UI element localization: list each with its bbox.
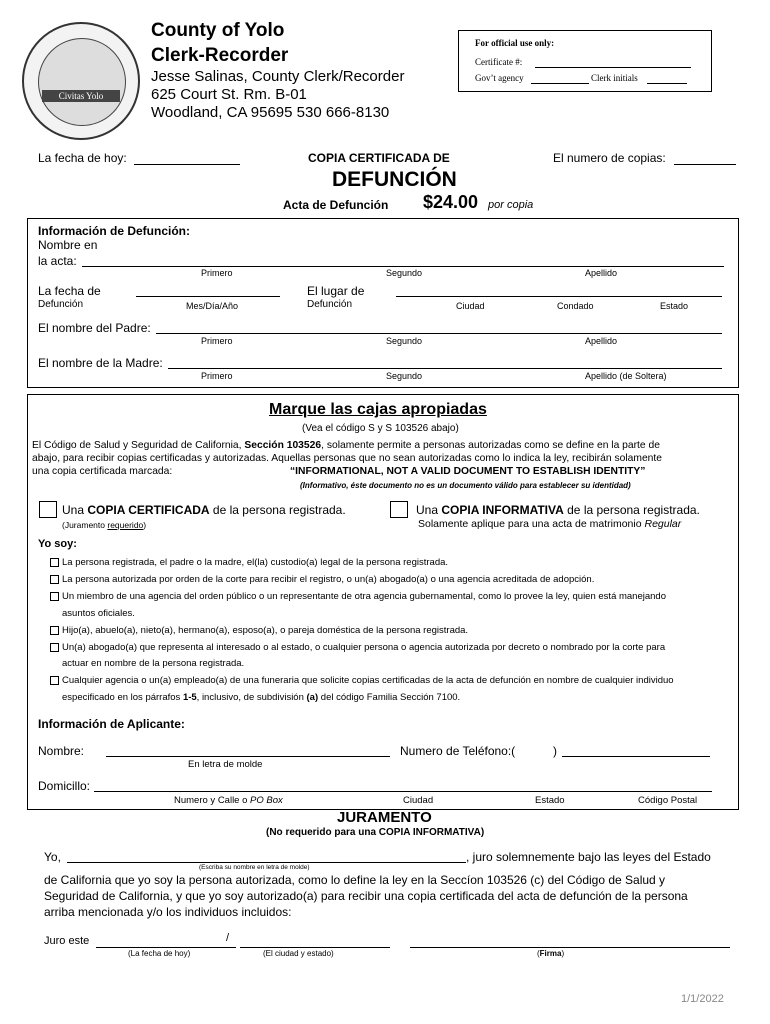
state-caption: Estado — [660, 301, 689, 311]
oath-yo: Yo, — [44, 850, 61, 864]
oath-slash: / — [226, 932, 230, 944]
official-use-box — [458, 30, 712, 92]
county-name: County of Yolo — [151, 20, 285, 41]
oath-date-field[interactable] — [96, 947, 236, 948]
copies-field[interactable] — [674, 164, 736, 165]
address-label: Domicillo: — [38, 779, 91, 793]
law-paragraph-line3: una copia certificada marcada: — [32, 466, 173, 477]
block-letters-caption: En letra de molde — [188, 759, 263, 770]
relation-family-checkbox[interactable] — [50, 626, 59, 635]
agency-label: Gov’t agency — [475, 73, 524, 83]
copies-label: El numero de copias: — [553, 151, 666, 165]
oath-line-1: de California que yo soy la persona autorizada, como lo define la ley en la Seccíon 103526 (c) del Código de Salud y — [44, 873, 666, 887]
date-label: La fecha de hoy: — [38, 151, 127, 165]
date-field[interactable] — [134, 164, 240, 165]
signature-caption: (Firma) — [537, 949, 565, 958]
oath-heading: JURAMENTO — [337, 809, 432, 826]
form-title: DEFUNCIÓN — [332, 168, 457, 191]
middle-name-caption: Segundo — [386, 268, 423, 278]
relation-attorney-checkbox[interactable] — [50, 643, 59, 652]
oath-line-2: Seguridad de California, y que yo soy autorizado(a) para recibir una copia certificada del acta de defunción de la persona — [44, 889, 688, 903]
seal-emblem — [38, 38, 126, 126]
mother-first-caption: Primero — [201, 371, 233, 381]
certificate-field[interactable] — [535, 67, 691, 68]
county-seal — [22, 22, 140, 140]
mother-maiden-caption: Apellido (de Soltera) — [585, 371, 667, 381]
law-paragraph-line1: El Código de Salud y Seguridad de California, Sección 103526, solamente permite a personas autorizadas como se define en la parte de — [32, 440, 660, 451]
applicant-city-caption: Ciudad — [403, 795, 434, 806]
relation-attorney-text-1: Un(a) abogado(a) que representa al interesado o al estado, o cualquier persona o agencia autorizada por decreto o nombrado por la corte para — [62, 642, 666, 653]
decedent-name-field[interactable] — [82, 266, 724, 267]
relation-attorney-text-2: actuar en nombre de la persona registrada. — [62, 658, 245, 669]
father-first-caption: Primero — [201, 336, 233, 346]
mother-middle-caption: Segundo — [386, 371, 423, 381]
certified-copy-checkbox[interactable] — [39, 501, 57, 518]
oath-solemn-text: , juro solemnemente bajo las leyes del Estado — [466, 850, 711, 864]
law-paragraph-line2: abajo, para recibir copias certificadas y autorizadas. Aquellas personas que no sean autorizadas como lo indica la ley, recibirán solamente — [32, 453, 662, 464]
date-format-caption: Mes/Día/Año — [186, 301, 239, 311]
boxes-heading: Marque las cajas apropiadas — [269, 401, 487, 418]
clerk-initials-label: Clerk initials — [591, 73, 638, 83]
applicant-name-field[interactable] — [106, 756, 390, 757]
death-info-heading: Información de Defunción: — [38, 224, 191, 238]
oath-subheading: (No requerido para una COPIA INFORMATIVA) — [266, 827, 485, 838]
certified-copy-label: COPIA CERTIFICADA DE — [308, 151, 450, 165]
father-name-field[interactable] — [156, 333, 722, 334]
yo-soy-label: Yo soy: — [38, 538, 77, 550]
death-place-label-2: Defunción — [307, 299, 353, 310]
footer-date: 1/1/2022 — [681, 993, 724, 1005]
marriage-note: Solamente aplique para una acta de matrimonio Regular — [418, 518, 682, 530]
office-city-phone: Woodland, CA 95695 530 666-8130 — [151, 104, 390, 121]
death-place-label-1: El lugar de — [307, 284, 365, 298]
relation-agency-checkbox[interactable] — [50, 592, 59, 601]
oath-city-state-field[interactable] — [240, 947, 390, 948]
father-label: El nombre del Padre: — [38, 321, 151, 335]
informational-translation: (Informativo, éste documento no es un documento válido para establecer su identidad) — [300, 481, 631, 490]
relation-registrant-text: La persona registrada, el padre o la madre, el(la) custodio(a) legal de la persona registrada. — [62, 557, 449, 568]
mother-label: El nombre de la Madre: — [38, 356, 163, 370]
office-address: 625 Court St. Rm. B-01 — [151, 86, 307, 103]
first-name-caption: Primero — [201, 268, 233, 278]
clerk-initials-field[interactable] — [647, 83, 687, 84]
relation-agency-text-1: Un miembro de una agencia del orden público o un representante de otra agencia gubernamental, como lo provee la ley, quien está manejando — [62, 591, 666, 602]
applicant-state-caption: Estado — [535, 795, 565, 806]
informational-stamp-text: “INFORMATIONAL, NOT A VALID DOCUMENT TO ESTABLISH IDENTITY” — [290, 466, 646, 477]
death-place-field[interactable] — [396, 296, 722, 297]
father-last-caption: Apellido — [585, 336, 618, 346]
per-copy: por copia — [488, 199, 534, 211]
death-date-field[interactable] — [136, 296, 280, 297]
relation-registrant-checkbox[interactable] — [50, 558, 59, 567]
relation-court-checkbox[interactable] — [50, 575, 59, 584]
applicant-heading: Información de Aplicante: — [38, 717, 185, 731]
clerk-name: Jesse Salinas, County Clerk/Recorder — [151, 68, 405, 85]
phone-paren-close: ) — [553, 744, 557, 758]
name-label-2: la acta: — [38, 254, 77, 268]
relation-agency-text-2: asuntos oficiales. — [62, 608, 135, 619]
city-caption: Ciudad — [456, 301, 485, 311]
applicant-name-label: Nombre: — [38, 744, 85, 758]
relation-funeral-text-2: especificado en los párrafos 1-5, inclusivo, de subdivisión (a) del código Familia Sección 7100. — [62, 692, 461, 703]
death-date-label-2: Defunción — [38, 299, 84, 310]
oath-name-caption: (Escriba su nombre en letra de molde) — [199, 864, 310, 871]
address-field[interactable] — [94, 791, 712, 792]
certified-copy-option: Una COPIA CERTIFICADA de la persona registrada. — [62, 503, 346, 517]
seal-band: Civitas Yolo — [42, 90, 120, 102]
zip-caption: Código Postal — [638, 795, 698, 806]
certificate-label: Certificate #: — [475, 57, 523, 67]
mother-name-field[interactable] — [168, 368, 722, 369]
informational-copy-checkbox[interactable] — [390, 501, 408, 518]
father-middle-caption: Segundo — [386, 336, 423, 346]
phone-field[interactable] — [562, 756, 710, 757]
agency-field[interactable] — [531, 83, 589, 84]
official-title: For official use only: — [475, 38, 555, 48]
phone-label: Numero de Teléfono:( — [400, 744, 516, 758]
street-caption: Numero y Calle o PO Box — [174, 795, 283, 806]
informational-copy-option: Una COPIA INFORMATIVA de la persona registrada. — [416, 503, 700, 517]
oath-juro-label: Juro este — [44, 935, 90, 947]
oath-name-field[interactable] — [67, 862, 466, 863]
office-name: Clerk-Recorder — [151, 45, 289, 66]
signature-field[interactable] — [410, 947, 730, 948]
oath-required-note: (Juramento requerido) — [62, 520, 147, 530]
relation-funeral-checkbox[interactable] — [50, 676, 59, 685]
oath-city-state-caption: (El ciudad y estado) — [263, 949, 334, 958]
boxes-subheading: (Vea el código S y S 103526 abajo) — [302, 423, 459, 434]
oath-date-caption: (La fecha de hoy) — [128, 949, 191, 958]
name-label-1: Nombre en — [38, 238, 98, 252]
act-label: Acta de Defunción — [283, 198, 389, 212]
death-date-label-1: La fecha de — [38, 284, 101, 298]
county-caption: Condado — [557, 301, 594, 311]
oath-line-3: arriba mencionada y/o los individuos incluidos: — [44, 905, 292, 919]
relation-family-text: Hijo(a), abuelo(a), nieto(a), hermano(a), esposo(a), o pareja doméstica de la persona registrada. — [62, 625, 469, 636]
relation-funeral-text-1: Cualquier agencia o un(a) empleado(a) de una funeraria que solicite copias certificadas de la acta de defunción en nombre de cualquier individuo — [62, 675, 674, 686]
last-name-caption: Apellido — [585, 268, 618, 278]
relation-court-text: La persona autorizada por orden de la corte para recibir el registro, o un(a) abogado(a) o una agencia acreditada de adopción. — [62, 574, 595, 585]
price: $24.00 — [423, 192, 479, 212]
